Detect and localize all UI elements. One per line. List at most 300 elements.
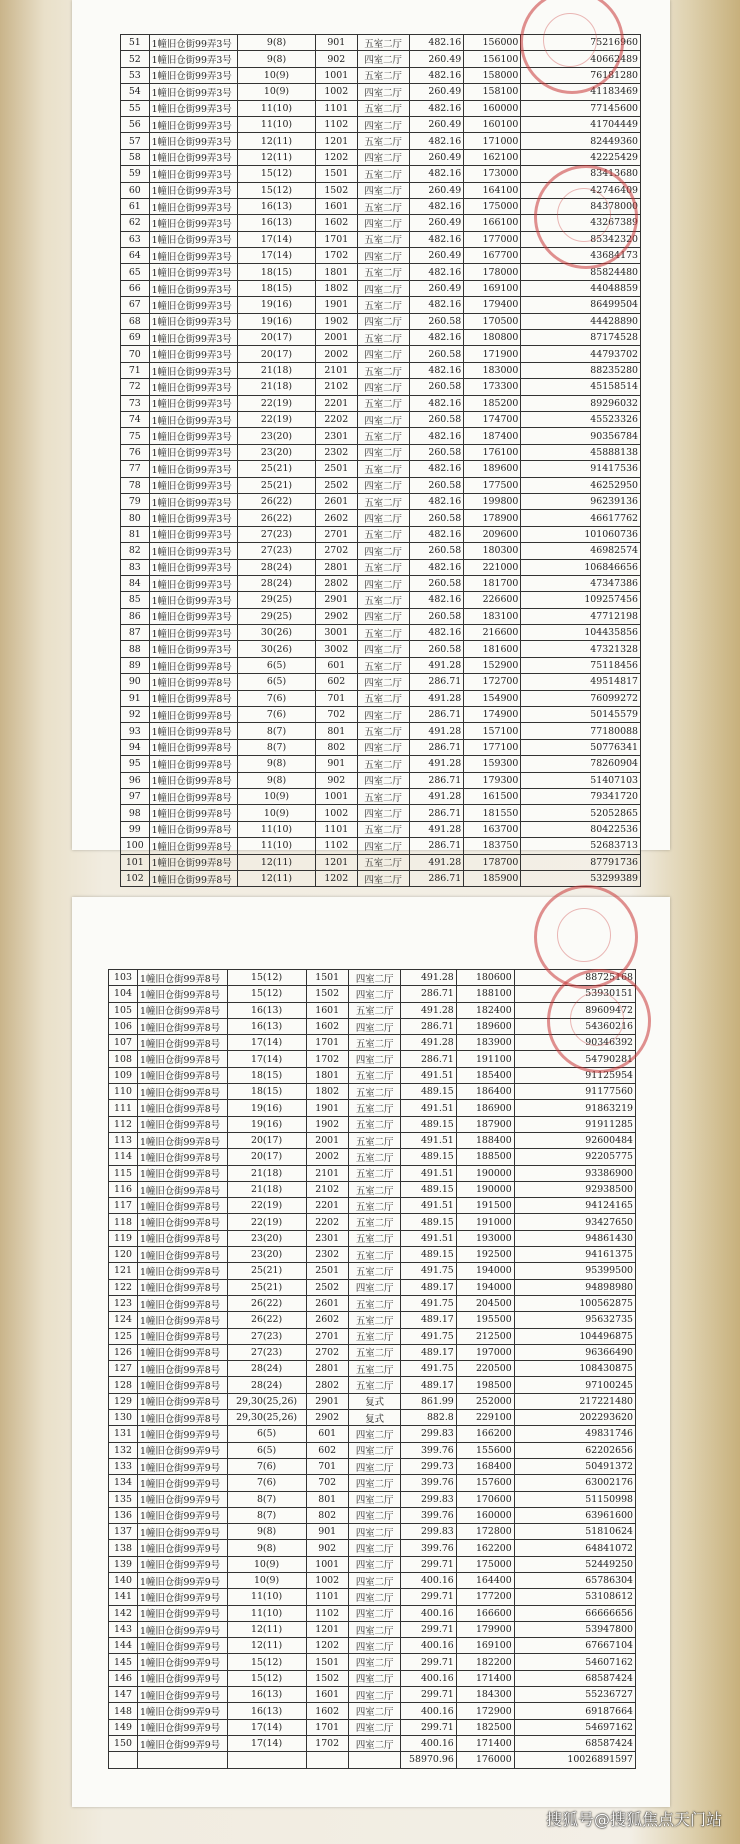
table-cell: 1102 [306,1605,348,1621]
table-cell: 21(18) [227,1181,306,1197]
table-cell: 五室二厅 [348,1263,401,1279]
table-cell: 299.83 [401,1426,456,1442]
table-cell: 四室二厅 [348,1572,401,1588]
table-row [109,1100,636,1116]
total-cell [109,1752,138,1768]
table-cell: 1幢旧仓街99弄3号 [149,133,237,149]
table-cell: 96239136 [521,493,641,509]
table-cell: 1002 [306,1572,348,1588]
table-cell: 103 [109,970,138,986]
table-cell: 68 [121,313,150,329]
table-cell: 71 [121,362,150,378]
table-cell: 五室二厅 [357,395,409,411]
table-cell: 四室二厅 [348,1638,401,1654]
table-cell: 16(13) [227,1703,306,1719]
table-cell: 64841072 [514,1540,635,1556]
table-cell: 26(22) [237,510,315,526]
table-cell: 7(6) [237,690,315,706]
table-cell: 160000 [456,1507,514,1523]
table-row [121,51,641,67]
table-cell: 51 [121,35,150,51]
table-cell: 399.76 [401,1507,456,1523]
table-cell: 五室二厅 [357,231,409,247]
table-row [121,870,641,886]
table-cell: 四室二厅 [357,608,409,624]
table-cell: 702 [315,707,357,723]
table-cell: 145 [109,1654,138,1670]
table-cell: 1幢旧仓街99弄9号 [137,1654,227,1670]
table-cell: 482.16 [409,166,464,182]
table-cell: 260.49 [409,280,464,296]
table-cell: 98 [121,805,150,821]
table-cell: 173000 [464,166,521,182]
table-cell: 五室二厅 [348,1181,401,1197]
table-row [109,1051,636,1067]
table-cell: 1幢旧仓街99弄3号 [149,493,237,509]
table-cell: 2901 [315,592,357,608]
table-row [109,1654,636,1670]
table-cell: 183100 [464,608,521,624]
table-cell: 1702 [315,248,357,264]
table-cell: 1602 [306,1018,348,1034]
table-cell: 1幢旧仓街99弄8号 [137,1393,227,1409]
table-cell: 125 [109,1328,138,1344]
table-cell: 1幢旧仓街99弄8号 [137,1100,227,1116]
table-cell: 1幢旧仓街99弄9号 [137,1572,227,1588]
table-row [109,1214,636,1230]
table-cell: 58 [121,149,150,165]
table-cell: 177000 [464,231,521,247]
table-cell: 702 [306,1475,348,1491]
table-cell: 2501 [315,461,357,477]
table-cell: 489.15 [401,1181,456,1197]
table-cell: 1幢旧仓街99弄3号 [149,67,237,83]
table-cell: 61 [121,198,150,214]
table-cell: 121 [109,1263,138,1279]
table-row [121,723,641,739]
table-cell: 78260904 [521,756,641,772]
table-cell: 286.71 [401,1051,456,1067]
table-cell: 79 [121,493,150,509]
table-cell: 171000 [464,133,521,149]
table-cell: 93 [121,723,150,739]
table-cell: 124 [109,1312,138,1328]
table-cell: 2002 [315,346,357,362]
table-cell: 183000 [464,362,521,378]
table-cell: 1幢旧仓街99弄9号 [137,1735,227,1751]
table-cell: 260.49 [409,51,464,67]
table-cell: 五室二厅 [357,723,409,739]
table-cell: 15(12) [227,986,306,1002]
table-cell: 75118456 [521,657,641,673]
table-cell: 100562875 [514,1295,635,1311]
table-cell: 18(15) [237,264,315,280]
table-cell: 81 [121,526,150,542]
table-cell: 27(23) [237,526,315,542]
table-cell: 135 [109,1491,138,1507]
table-cell: 17(14) [227,1035,306,1051]
table-cell: 1101 [306,1589,348,1605]
table-cell: 47321328 [521,641,641,657]
table-cell: 49831746 [514,1426,635,1442]
table-cell: 25(21) [227,1279,306,1295]
table-row [121,428,641,444]
table-cell: 106 [109,1018,138,1034]
table-cell: 104435856 [521,625,641,641]
table-cell: 23(20) [237,444,315,460]
table-cell: 1701 [306,1035,348,1051]
table-cell: 26(22) [227,1312,306,1328]
table-cell: 260.58 [409,411,464,427]
table-cell: 6(5) [237,674,315,690]
table-cell: 59 [121,166,150,182]
table-cell: 2601 [306,1295,348,1311]
table-cell: 491.51 [401,1198,456,1214]
table-cell: 2001 [315,330,357,346]
total-cell [227,1752,306,1768]
table-cell: 180800 [464,330,521,346]
table-cell: 1602 [315,215,357,231]
table-cell: 22(19) [227,1214,306,1230]
table-cell: 29,30(25,26) [227,1410,306,1426]
table-cell: 12(11) [237,854,315,870]
price-table-1 [120,34,641,887]
table-cell: 43267389 [521,215,641,231]
table-cell: 400.16 [401,1572,456,1588]
table-cell: 53930151 [514,986,635,1002]
table-cell: 2202 [306,1214,348,1230]
table-cell: 28(24) [237,559,315,575]
table-cell: 109257456 [521,592,641,608]
table-cell: 1幢旧仓街99弄9号 [137,1475,227,1491]
table-cell: 五室二厅 [348,1247,401,1263]
table-cell: 186400 [456,1084,514,1100]
table-cell: 195500 [456,1312,514,1328]
table-cell: 9(8) [227,1524,306,1540]
table-cell: 1501 [306,970,348,986]
table-cell: 四室二厅 [357,674,409,690]
table-cell: 15(12) [237,182,315,198]
table-cell: 1幢旧仓街99弄3号 [149,559,237,575]
table-cell: 16(13) [227,1002,306,1018]
table-cell: 139 [109,1556,138,1572]
table-cell: 1幢旧仓街99弄3号 [149,395,237,411]
table-row [121,280,641,296]
table-row [109,1295,636,1311]
table-row [109,1149,636,1165]
table-cell: 194000 [456,1279,514,1295]
table-cell: 1幢旧仓街99弄3号 [149,543,237,559]
table-cell: 482.16 [409,493,464,509]
table-cell: 四室二厅 [348,1670,401,1686]
table-cell: 7(6) [237,707,315,723]
table-row [121,674,641,690]
table-cell: 146 [109,1670,138,1686]
table-cell: 1幢旧仓街99弄9号 [137,1540,227,1556]
table-cell: 482.16 [409,428,464,444]
table-cell: 2101 [306,1165,348,1181]
table-cell: 20(17) [227,1149,306,1165]
table-cell: 105 [109,1002,138,1018]
table-cell: 166100 [464,215,521,231]
table-row [109,1116,636,1132]
price-list-page-2 [72,897,670,1807]
table-cell: 1幢旧仓街99弄8号 [137,1410,227,1426]
table-cell: 491.28 [409,723,464,739]
table-cell: 902 [306,1540,348,1556]
table-row [109,1426,636,1442]
table-cell: 260.58 [409,575,464,591]
table-cell: 10(9) [237,67,315,83]
table-cell: 2201 [306,1198,348,1214]
table-cell: 1幢旧仓街99弄8号 [137,1214,227,1230]
table-row [121,756,641,772]
table-cell: 54790281 [514,1051,635,1067]
table-cell: 四室二厅 [348,986,401,1002]
table-cell: 69 [121,330,150,346]
table-cell: 489.15 [401,1084,456,1100]
table-cell: 158000 [464,67,521,83]
table-cell: 168400 [456,1458,514,1474]
table-cell: 64 [121,248,150,264]
table-cell: 202293620 [514,1410,635,1426]
table-cell: 1幢旧仓街99弄3号 [149,116,237,132]
table-cell: 130 [109,1410,138,1426]
table-cell: 489.17 [401,1279,456,1295]
table-cell: 112 [109,1116,138,1132]
table-cell: 1幢旧仓街99弄3号 [149,510,237,526]
table-row [121,116,641,132]
table-cell: 1601 [315,198,357,214]
table-cell: 10(9) [237,805,315,821]
table-cell: 191500 [456,1198,514,1214]
table-cell: 182200 [456,1654,514,1670]
table-cell: 四室二厅 [357,838,409,854]
table-row [109,1181,636,1197]
table-cell: 五室二厅 [348,1312,401,1328]
table-cell: 四室二厅 [357,248,409,264]
table-cell: 56 [121,116,150,132]
table-cell: 29,30(25,26) [227,1393,306,1409]
table-cell: 87 [121,625,150,641]
table-cell: 1701 [315,231,357,247]
table-row [109,1719,636,1735]
table-row [121,297,641,313]
table-cell: 五室二厅 [348,1328,401,1344]
table-cell: 157100 [464,723,521,739]
table-cell: 53299389 [521,870,641,886]
table-cell: 882.8 [401,1410,456,1426]
table-row [121,625,641,641]
table-cell: 149 [109,1719,138,1735]
table-cell: 162200 [456,1540,514,1556]
table-cell: 286.71 [409,707,464,723]
table-cell: 73 [121,395,150,411]
table-row [121,231,641,247]
table-cell: 87791736 [521,854,641,870]
table-cell: 45888138 [521,444,641,460]
table-cell: 260.58 [409,510,464,526]
table-cell: 491.28 [409,657,464,673]
table-cell: 179900 [456,1621,514,1637]
table-row [121,67,641,83]
table-row [109,1393,636,1409]
table-cell: 1幢旧仓街99弄9号 [137,1670,227,1686]
table-cell: 901 [315,756,357,772]
table-cell: 1幢旧仓街99弄8号 [149,674,237,690]
table-cell: 84 [121,575,150,591]
table-cell: 482.16 [409,330,464,346]
table-cell: 482.16 [409,35,464,51]
table-cell: 187900 [456,1116,514,1132]
table-row [109,986,636,1002]
table-cell: 46252950 [521,477,641,493]
table-cell: 1801 [315,264,357,280]
table-row [109,970,636,986]
table-cell: 172700 [464,674,521,690]
table-cell: 1幢旧仓街99弄9号 [137,1458,227,1474]
table-cell: 143 [109,1621,138,1637]
table-row [121,461,641,477]
table-cell: 1幢旧仓街99弄8号 [137,1247,227,1263]
table-cell: 83 [121,559,150,575]
table-cell: 286.71 [409,739,464,755]
table-cell: 286.71 [401,1018,456,1034]
table-cell: 90 [121,674,150,690]
table-cell: 四室二厅 [348,1475,401,1491]
table-cell: 87174528 [521,330,641,346]
table-cell: 171400 [456,1735,514,1751]
table-cell: 177200 [456,1589,514,1605]
table-cell: 194000 [456,1263,514,1279]
table-cell: 69187664 [514,1703,635,1719]
table-cell: 54 [121,84,150,100]
table-cell: 54607162 [514,1654,635,1670]
table-cell: 42746409 [521,182,641,198]
table-cell: 四室二厅 [348,1654,401,1670]
table-cell: 四室二厅 [357,411,409,427]
table-cell: 67 [121,297,150,313]
table-row [109,1018,636,1034]
table-cell: 8(7) [237,739,315,755]
table-cell: 15(12) [227,1670,306,1686]
table-cell: 1幢旧仓街99弄8号 [149,821,237,837]
table-cell: 1001 [315,67,357,83]
table-cell: 91911285 [514,1116,635,1132]
table-cell: 299.83 [401,1524,456,1540]
table-cell: 260.58 [409,477,464,493]
table-cell: 220500 [456,1361,514,1377]
table-cell: 1幢旧仓街99弄3号 [149,575,237,591]
table-cell: 1幢旧仓街99弄3号 [149,297,237,313]
table-cell: 11(10) [237,100,315,116]
table-cell: 491.28 [401,1002,456,1018]
table-cell: 80422536 [521,821,641,837]
table-cell: 23(20) [227,1230,306,1246]
table-cell: 182400 [456,1002,514,1018]
table-cell: 五室二厅 [357,788,409,804]
table-cell: 23(20) [237,428,315,444]
table-row [121,215,641,231]
table-cell: 78 [121,477,150,493]
table-cell: 79341720 [521,788,641,804]
table-cell: 15(12) [237,166,315,182]
table-cell: 五室二厅 [348,1377,401,1393]
table-row [121,166,641,182]
table-row [109,1247,636,1263]
table-cell: 五室二厅 [348,1295,401,1311]
table-cell: 491.75 [401,1328,456,1344]
table-cell: 152900 [464,657,521,673]
table-cell: 204500 [456,1295,514,1311]
table-cell: 85824480 [521,264,641,280]
table-cell: 1幢旧仓街99弄8号 [149,690,237,706]
table-cell: 1幢旧仓街99弄3号 [149,248,237,264]
table-cell: 2801 [315,559,357,575]
table-cell: 1幢旧仓街99弄3号 [149,346,237,362]
table-cell: 44793702 [521,346,641,362]
table-cell: 19(16) [237,297,315,313]
table-cell: 26(22) [227,1295,306,1311]
table-cell: 五室二厅 [357,690,409,706]
table-cell: 12(11) [237,133,315,149]
table-cell: 802 [306,1507,348,1523]
table-cell: 19(16) [237,313,315,329]
table-cell: 63002176 [514,1475,635,1491]
table-cell: 191100 [456,1051,514,1067]
table-cell: 五室二厅 [357,67,409,83]
table-cell: 94898980 [514,1279,635,1295]
table-cell: 9(8) [237,35,315,51]
table-cell: 1幢旧仓街99弄3号 [149,526,237,542]
table-cell: 52683713 [521,838,641,854]
table-cell: 四室二厅 [348,1491,401,1507]
table-cell: 88725168 [514,970,635,986]
table-cell: 175000 [464,198,521,214]
table-cell: 1幢旧仓街99弄8号 [137,1361,227,1377]
table-cell: 77 [121,461,150,477]
table-cell: 601 [306,1426,348,1442]
table-cell: 701 [306,1458,348,1474]
table-cell: 260.58 [409,346,464,362]
table-cell: 1幢旧仓街99弄3号 [149,461,237,477]
table-row [109,1263,636,1279]
table-cell: 3001 [315,625,357,641]
table-cell: 101 [121,854,150,870]
table-cell: 482.16 [409,231,464,247]
table-cell: 五室二厅 [357,526,409,542]
table-cell: 1幢旧仓街99弄3号 [149,411,237,427]
table-cell: 191000 [456,1214,514,1230]
table-cell: 482.16 [409,395,464,411]
table-cell: 861.99 [401,1393,456,1409]
table-cell: 20(17) [237,330,315,346]
table-cell: 2101 [315,362,357,378]
table-cell: 142 [109,1605,138,1621]
table-cell: 25(21) [237,477,315,493]
table-row [109,1735,636,1751]
table-cell: 197000 [456,1344,514,1360]
table-row [109,1458,636,1474]
table-cell: 2502 [306,1279,348,1295]
table-cell: 1幢旧仓街99弄9号 [137,1442,227,1458]
table-cell: 104496875 [514,1328,635,1344]
table-cell: 2901 [306,1393,348,1409]
table-cell: 8(7) [227,1507,306,1523]
table-cell: 1幢旧仓街99弄8号 [149,756,237,772]
table-row [121,362,641,378]
table-cell: 68587424 [514,1735,635,1751]
